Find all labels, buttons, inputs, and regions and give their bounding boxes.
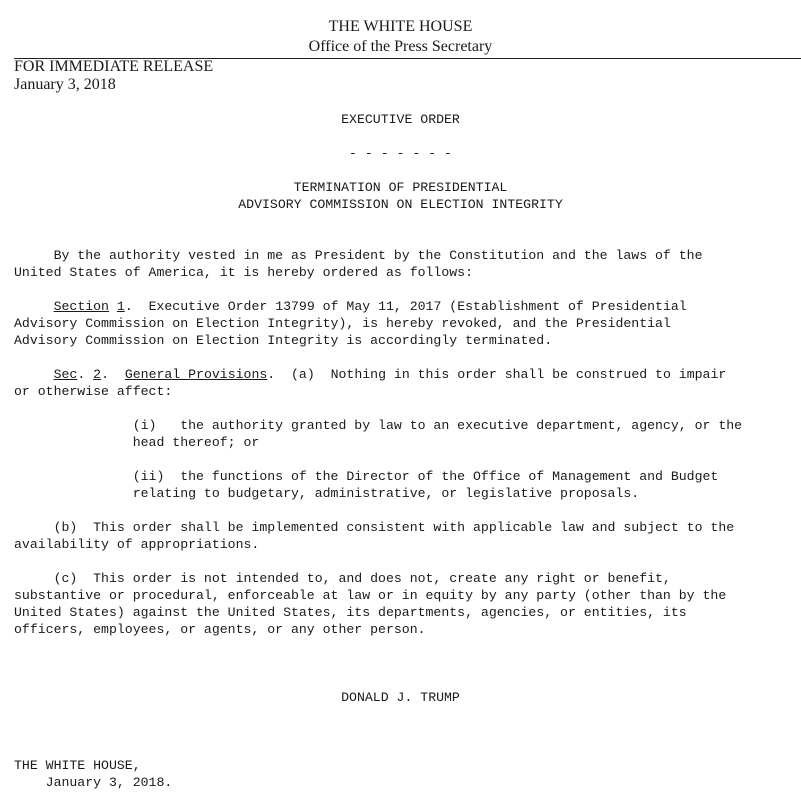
footer-place: THE WHITE HOUSE, (14, 758, 141, 773)
release-label: FOR IMMEDIATE RELEASE (14, 58, 214, 75)
item-i-line-2: head thereof; or (14, 435, 260, 450)
section-1-line-2: Advisory Commission on Election Integrity), is hereby revoked, and the Presidential (14, 316, 671, 331)
section-2-line-1: Sec. 2. General Provisions. (a) Nothing in this order shall be construed to impair (53, 367, 727, 382)
para-c-line-3: United States) against the United States, its departments, agencies, or entities, its (14, 605, 687, 620)
para-c-line-1: (c) This order is not intended to, and does not, create any right or benefit, (14, 571, 671, 586)
footer-date: January 3, 2018. (14, 775, 173, 790)
section-2-text: . (a) Nothing in this order shall be construed to impair (267, 367, 727, 382)
section-1-text: . Executive Order 13799 of May 11, 2017 (Establishment of Presidential (124, 299, 687, 314)
item-ii-line-1: (ii) the functions of the Director of the Office of Management and Budget (14, 469, 719, 484)
section-1-label: Section (53, 299, 109, 314)
section-2-label: Sec (53, 367, 78, 382)
signature: DONALD J. TRUMP (341, 690, 460, 705)
section-2-number: 2 (93, 367, 102, 382)
header-office: Office of the Press Secretary (308, 38, 493, 55)
section-1-number: 1 (116, 299, 125, 314)
order-title-line-1: TERMINATION OF PRESIDENTIAL (293, 180, 508, 195)
release-date: January 3, 2018 (14, 76, 116, 93)
item-i-line-1: (i) the authority granted by law to an executive department, agency, or the (14, 418, 743, 433)
section-1-line-1 (14, 298, 687, 315)
section-2-heading: General Provisions (124, 367, 268, 382)
order-type: EXECUTIVE ORDER (341, 112, 460, 127)
order-separator: - - - - - - - (349, 146, 452, 161)
section-1-line-3: Advisory Commission on Election Integrity is accordingly terminated. (14, 333, 553, 348)
preamble-line-2: United States of America, it is hereby ordered as follows: (14, 265, 473, 280)
header-organization: THE WHITE HOUSE (328, 18, 473, 35)
para-c-line-2: substantive or procedural, enforceable at law or in equity by any party (other than by the (14, 588, 727, 603)
para-b-line-1: (b) This order shall be implemented consistent with applicable law and subject to the (14, 520, 735, 535)
para-c-line-4: officers, employees, or agents, or any other person. (14, 622, 426, 637)
item-ii-line-2: relating to budgetary, administrative, or legislative proposals. (14, 486, 640, 501)
para-b-line-2: availability of appropriations. (14, 537, 260, 552)
preamble-line-1: By the authority vested in me as President by the Constitution and the laws of the (14, 248, 703, 263)
order-title-line-2: ADVISORY COMMISSION ON ELECTION INTEGRITY (238, 197, 563, 212)
section-2-line-2: or otherwise affect: (14, 384, 173, 399)
